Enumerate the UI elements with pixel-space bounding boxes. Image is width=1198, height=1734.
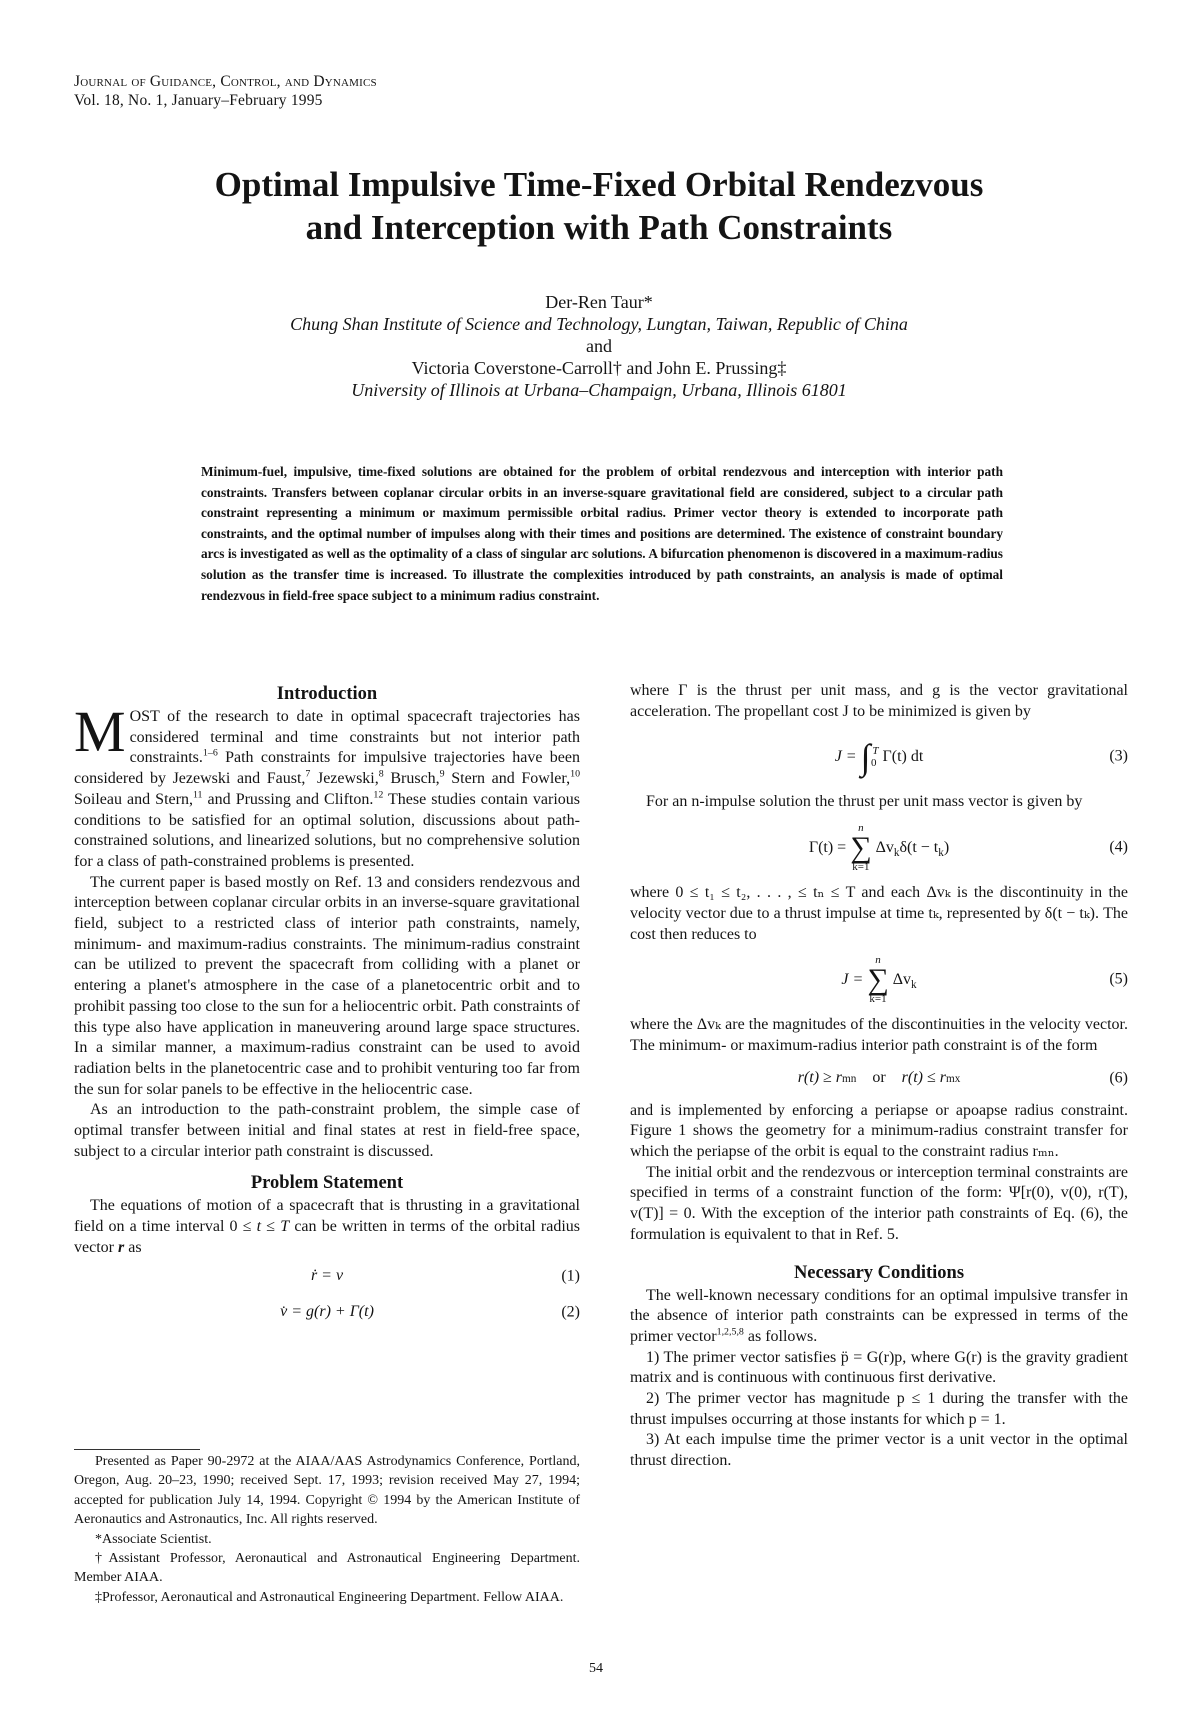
citation: 8 xyxy=(378,768,384,780)
sum-upper: n xyxy=(875,954,881,967)
intro-text: and Prussing and Clifton. xyxy=(202,790,374,808)
integral-sign: ∫ T 0 xyxy=(860,737,879,778)
intro-text: Soileau and Stern, xyxy=(74,790,193,808)
equation-or: or xyxy=(872,1069,886,1087)
footnote-author-3: ‡Professor, Aeronautical and Astronautical Engineering Department. Fellow AIAA. xyxy=(95,1589,564,1605)
intro-paragraph-3: As an introduction to the path-constraint problem, the simple case of optimal transfer between initial and final states at rest in field-free space, subject to a circular interior path constraint is discussed. xyxy=(74,1101,580,1160)
equation-4 xyxy=(630,813,1128,883)
paper-title xyxy=(90,163,1108,249)
body-text: as follows. xyxy=(743,1327,818,1345)
integral-upper-limit: T xyxy=(872,745,879,758)
math-var: T xyxy=(280,1218,290,1236)
author-separator: and xyxy=(586,336,612,356)
equation-body: ṙ = v xyxy=(310,1267,344,1285)
math-sub: k xyxy=(938,846,944,859)
footnotes xyxy=(74,1452,580,1607)
equation-number: (2) xyxy=(561,1303,580,1321)
equation-1 xyxy=(74,1259,580,1295)
intro-text: Brusch, xyxy=(383,770,440,788)
paper-title-line2: and Interception with Path Constraints xyxy=(305,208,893,247)
page-number: 54 xyxy=(589,1661,603,1676)
equation-body: v̇ = g(r) + Γ(t) xyxy=(280,1303,374,1321)
problem-paragraph-1 xyxy=(74,1196,580,1258)
equation-number: (3) xyxy=(1109,748,1128,766)
left-column xyxy=(74,681,580,1331)
intro-text: Stern and Fowler, xyxy=(444,770,571,788)
math-term: ) xyxy=(943,838,950,856)
sum-lower: k=1 xyxy=(852,861,870,874)
intro-paragraph-2: The current paper is based mostly on Ref. 13 and considers rendezvous and interception between coplanar circular orbits in an inverse-square gravitational field, subject to a restricted class of interior path constraints, namely, minimum- and maximum-radius constraints. The minimum-radius constraint can be utilized to prevent the spacecraft from colliding with a planet or entering a planet's atmosphere in the case of a planetocentric orbit and to prohibit passing too close to the sun for a heliocentric orbit. Path constraints of this type also have application in maneuvering around large space structures. In a similar manner, a maximum-radius constraint can be used to avoid radiation belts in the planetocentric case and to prohibit venturing too far from the sun for solar panels to be effective in the heliocentric case. xyxy=(74,873,580,1098)
section-heading-introduction: Introduction xyxy=(276,684,378,704)
sum-lower: k=1 xyxy=(869,993,887,1006)
footnote-rule xyxy=(74,1449,200,1450)
math-term: δ(t − t xyxy=(899,838,939,856)
abstract: Minimum-fuel, impulsive, time-fixed solutions are obtained for the problem of orbital rendezvous and interception with interior path constraints. Transfers between coplanar circular orbits in an inverse-square gravitational field are considered, subject to a circular path constraint representing a minimum or maximum permissible orbital radius. Primer vector theory is extended to incorporate path constraints, and the optimal number of impulses along with their times and positions are determined. The existence of constraint boundary arcs is investigated as well as the optimality of a class of singular arc solutions. A bifurcation phenomenon is discovered in a maximum-radius solution as the transfer time is increased. To illustrate the complexities introduced by path constraints, an analysis is made of optimal rendezvous in field-free space subject to a minimum radius constraint. xyxy=(201,464,1003,603)
equation-integrand: Γ(t) dt xyxy=(882,748,924,766)
affiliation-1: Chung Shan Institute of Science and Technology, Lungtan, Taiwan, Republic of China xyxy=(290,314,908,334)
equation-3 xyxy=(630,722,1128,792)
constraint-max: r(t) ≤ r xyxy=(901,1069,946,1087)
math-sub: k xyxy=(893,846,900,859)
body-text: The well-known necessary conditions for an optimal impulsive transfer in the absence of interior path constraints can be expressed in terms of the primer vector xyxy=(630,1286,1128,1345)
problem-text: The equations of motion of a spacecraft that is thrusting in a gravitational field on a time interval 0 ≤ xyxy=(74,1197,580,1236)
author-block xyxy=(90,291,1108,401)
condition-item-2: 2) The primer vector has magnitude p ≤ 1 during the transfer with the thrust impulses occurring at those instants for which p = 1. xyxy=(630,1390,1128,1428)
intro-text: These studies contain various conditions to be satisfied for an optimal solution, discussions about path-constrained solutions, and linearized solutions, but no comprehensive solution for a class of path-constrained problems is presented. xyxy=(74,790,580,870)
journal-header xyxy=(74,72,377,110)
footnote-author-1: *Associate Scientist. xyxy=(95,1531,212,1547)
citation: 1–6 xyxy=(202,748,218,760)
equation-rhs xyxy=(876,838,950,859)
equation-lhs: Γ(t) = xyxy=(808,838,847,856)
math-sub: k xyxy=(911,979,917,992)
equation-lhs: J = xyxy=(841,970,864,988)
math-term: Δv xyxy=(892,970,911,988)
citation: 1,2,5,8 xyxy=(716,1326,744,1338)
citation: 11 xyxy=(192,789,203,801)
condition-item-3: 3) At each impulse time the primer vector is a unit vector in the optimal thrust direction. xyxy=(630,1431,1128,1470)
intro-text: Jezewski, xyxy=(310,770,379,788)
journal-volume: Vol. 18, No. 1, January–February 1995 xyxy=(74,92,323,109)
equation-number: (1) xyxy=(561,1267,580,1285)
paper-title-line1: Optimal Impulsive Time-Fixed Orbital Rendezvous xyxy=(214,165,984,204)
citation: 7 xyxy=(305,768,311,780)
journal-name: Journal of Guidance, Control, and Dynamics xyxy=(74,73,377,90)
intro-text: Path constraints for impulsive trajectories have been considered by Jezewski and Faust, xyxy=(74,749,580,788)
math-term: Δv xyxy=(875,838,894,856)
condition-item-1: 1) The primer vector satisfies p̈ = G(r)p, where G(r) is the gravity gradient matrix and is continuous with continuous first derivative. xyxy=(630,1348,1128,1387)
author-1: Der-Ren Taur* xyxy=(545,292,653,312)
math-var: r xyxy=(117,1238,125,1256)
equation-2 xyxy=(74,1295,580,1331)
problem-text: ≤ xyxy=(261,1218,281,1236)
equation-number: (5) xyxy=(1109,970,1128,988)
math-var: t xyxy=(256,1218,262,1236)
drop-cap: M xyxy=(74,699,126,764)
problem-text: as xyxy=(124,1238,142,1256)
equation-number: (6) xyxy=(1109,1069,1128,1087)
affiliation-2: University of Illinois at Urbana–Champaign, Urbana, Illinois 61801 xyxy=(351,380,847,400)
equation-rhs xyxy=(893,970,917,991)
summation-sign: n ∑ k=1 xyxy=(867,954,889,1006)
problem-text: can be written in terms of the orbital radius vector xyxy=(74,1218,581,1256)
citation: 10 xyxy=(570,768,581,780)
constraint-min: r(t) ≥ r xyxy=(797,1069,843,1087)
necessary-conditions-intro xyxy=(630,1286,1128,1348)
intro-text: OST of the research to date in optimal spacecraft trajectories has considered terminal and time constraints but not interior path constraints. xyxy=(129,708,580,767)
equation-6: r(t) ≥ r mn or r(t) ≤ r mx (6) xyxy=(630,1057,1128,1101)
sum-upper: n xyxy=(858,822,864,835)
body-paragraph: where the Δvₖ are the magnitudes of the discontinuities in the velocity vector. The minimum- or maximum-radius interior path constraint is of the form xyxy=(630,1016,1128,1054)
footnote-presented: Presented as Paper 90-2972 at the AIAA/AAS Astrodynamics Conference, Portland, Oregon, Aug. 20–23, 1990; received Sept. 17, 1993; revision received May 27, 1994; accepted for publication July 14, 1994. Copyright © 1994 by the American Institute of Aeronautics and Astronautics, Inc. All rights reserved. xyxy=(74,1454,580,1528)
integral-lower-limit: 0 xyxy=(870,757,877,770)
intro-paragraph-1 xyxy=(74,699,581,873)
section-heading-problem-statement: Problem Statement xyxy=(250,1173,404,1194)
body-paragraph: where Γ is the thrust per unit mass, and g is the vector gravitational acceleration. The propellant cost J to be minimized is given by xyxy=(630,682,1128,720)
equation-number: (4) xyxy=(1109,838,1128,856)
section-heading-necessary-conditions: Necessary Conditions xyxy=(793,1262,965,1283)
body-paragraph: and is implemented by enforcing a periapse or apoapse radius constraint. Figure 1 shows the geometry for a minimum-radius constraint transfer for which the periapse of the orbit is equal to the constraint radius rₘₙ. xyxy=(630,1101,1128,1161)
summation-sign: n ∑ k=1 xyxy=(850,822,872,874)
footnote-author-2: †Assistant Professor, Aeronautical and Astronautical Engineering Department. Member AIAA. xyxy=(74,1551,580,1586)
author-2: Victoria Coverstone-Carroll† and John E. Prussing‡ xyxy=(411,358,787,378)
citation: 9 xyxy=(439,768,445,780)
equation-lhs: J = xyxy=(834,748,857,766)
citation: 12 xyxy=(373,789,384,801)
body-paragraph: The initial orbit and the rendezvous or interception terminal constraints are specified in terms of a constraint function of the form: Ψ[r(0), v(0), r(T), v(T)] = 0. With the exception of the interior path constraints of Eq. (6), the formulation is equivalent to that in Ref. 5. xyxy=(630,1163,1128,1243)
body-paragraph: where 0 ≤ t₁ ≤ t₂, . . . , ≤ tₙ ≤ T and each Δvₖ is the discontinuity in the velocity vector due to a thrust impulse at time tₖ, represented by δ(t − tₖ). The cost then reduces to xyxy=(630,884,1128,943)
body-paragraph: For an n-impulse solution the thrust per unit mass vector is given by xyxy=(646,793,1083,811)
right-column xyxy=(630,681,1128,1472)
equation-5 xyxy=(630,945,1128,1015)
